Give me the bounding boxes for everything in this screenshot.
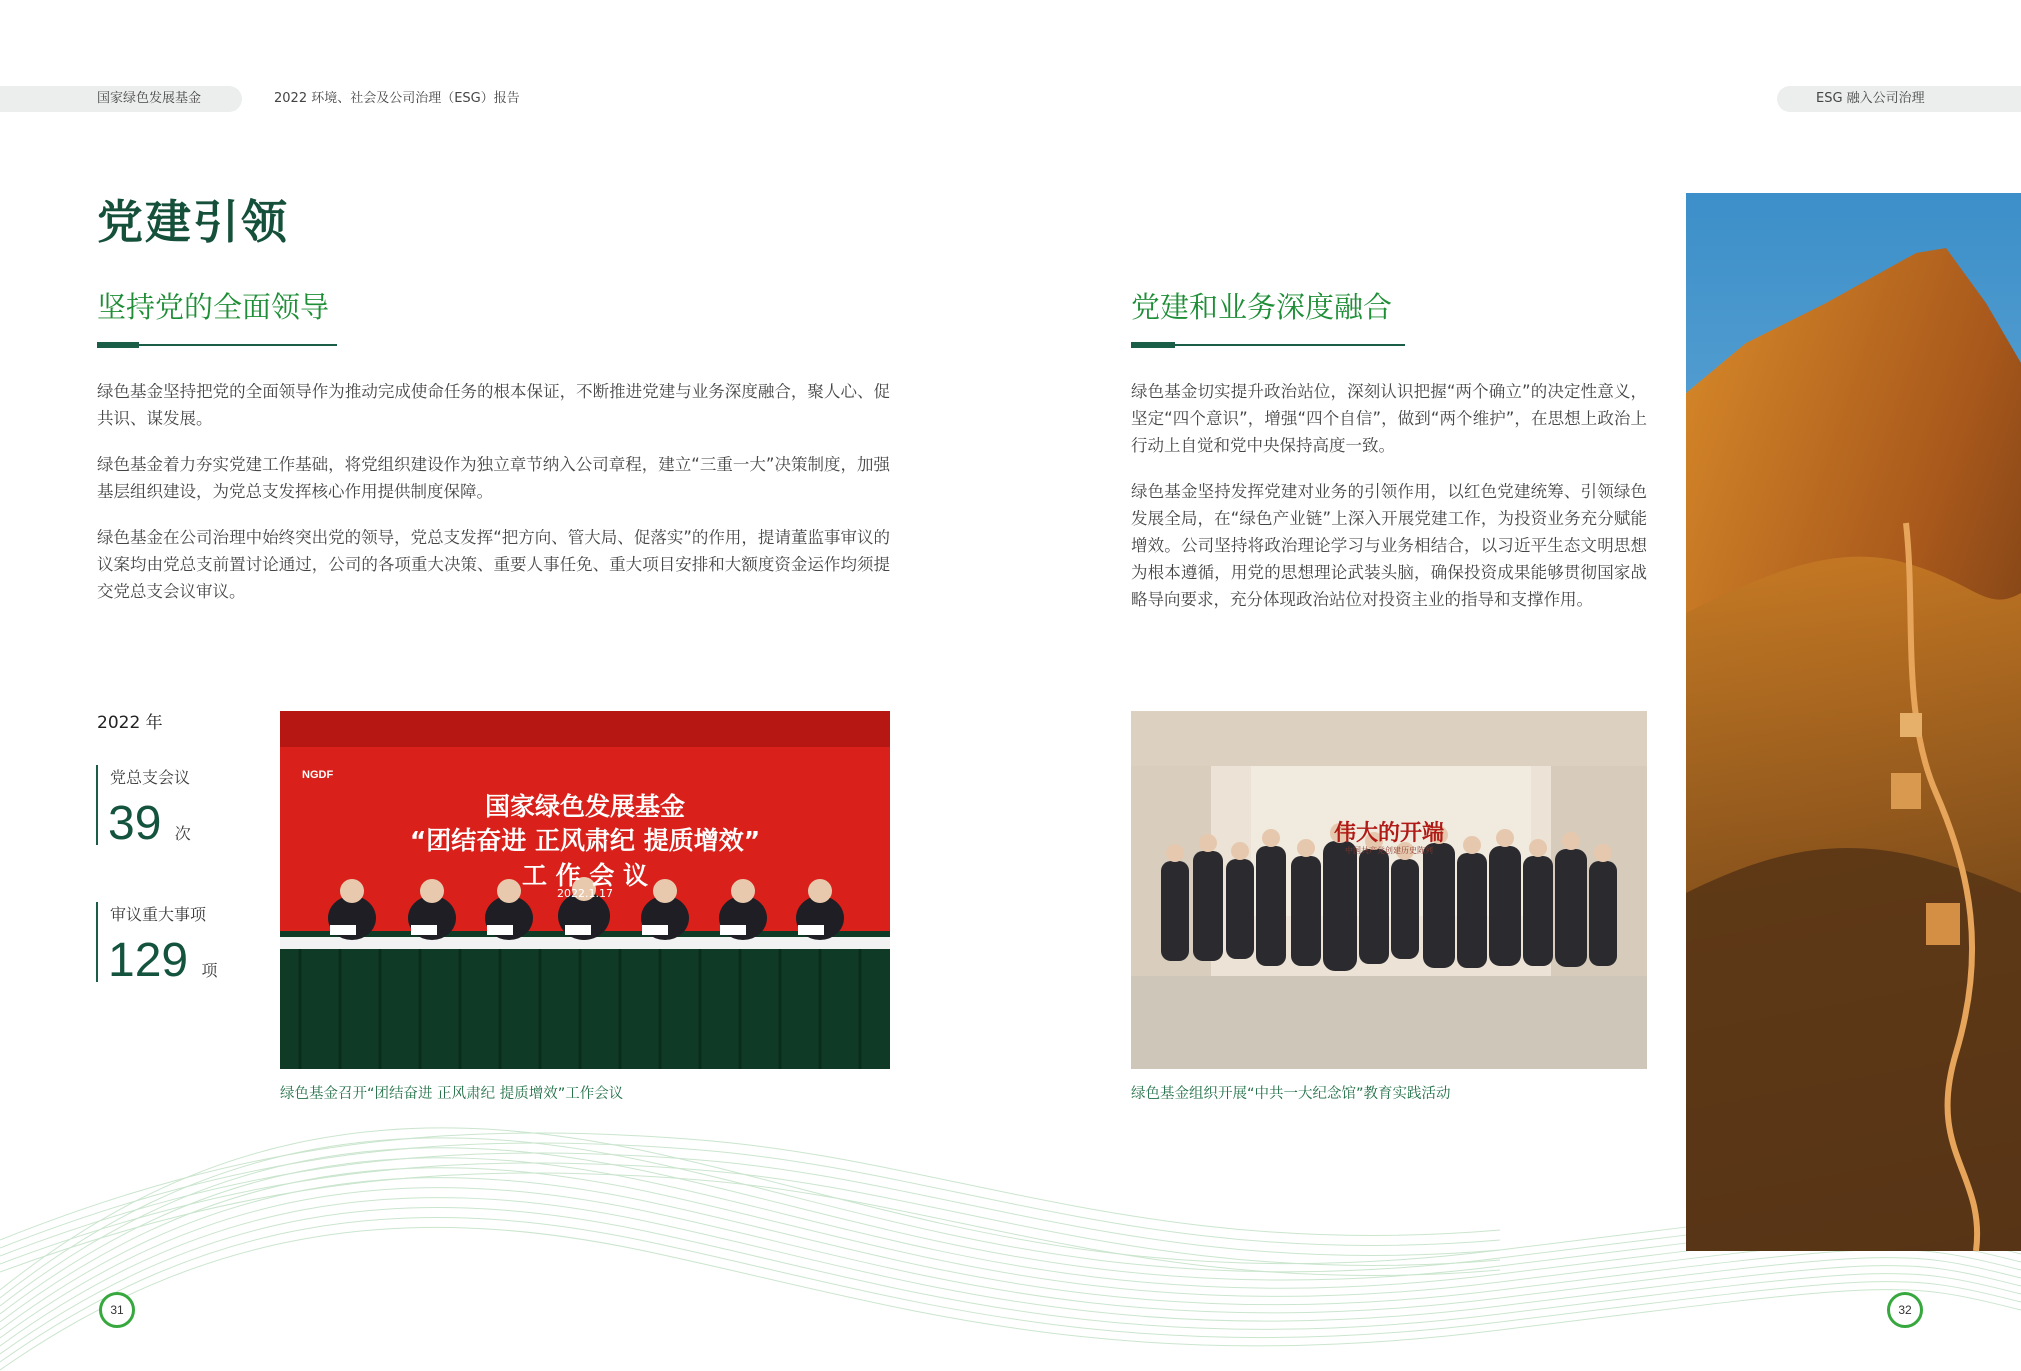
meeting-photo [280,711,890,1069]
page-number-left: 31 [99,1292,135,1328]
museum-photo-caption: 绿色基金组织开展“中共一大纪念馆”教育实践活动 [1131,1086,1451,1102]
right-paragraph-2: 绿色基金坚持发挥党建对业务的引领作用，以红色党建统筹、引领绿色发展全局，在“绿色产业链”上深入开展党建工作，为投资业务充分赋能增效。公司坚持将政治理论学习与业务相结合，以习近平生态文明思想为根本遵循，用党的思想理论武装头脑，确保投资成果能够贯彻国家战略导向要求，充分体现政治站位对投资主业的指导和支撑作用。 [1131,482,1647,609]
great-wall-photo [1686,193,2021,1251]
meeting-photo-caption: 绿色基金召开“团结奋进 正风肃纪 提质增效”工作会议 [280,1086,624,1102]
section-title-left: 坚持党的全面领导 [97,290,330,324]
section-rule-accent-right [1131,342,1175,348]
museum-photo-scene [1131,711,1647,1069]
left-paragraph-2: 绿色基金着力夯实党建工作基础，将党组织建设作为独立章节纳入公司章程，建立“三重一大”决策制度，加强基层组织建设，为党总支发挥核心作用提供制度保障。 [97,455,890,501]
right-paragraph-1: 绿色基金切实提升政治站位，深刻认识把握“两个确立”的决定性意义，坚定“四个意识”，增强“四个自信”，做到“两个维护”，在思想上政治上行动上自觉和党中央保持高度一致。 [1131,382,1647,455]
stat-number-meetings: 39 [108,797,162,850]
stat-unit-meetings: 次 [174,826,191,843]
banner-line-3: 工 作 会 议 [521,861,649,890]
right-text-block [1131,378,1647,613]
stat-value-meetings [108,796,191,851]
stat-label-matters: 审议重大事项 [110,905,207,924]
page-title: 党建引领 [97,195,289,249]
header-org-name: 国家绿色发展基金 [97,91,202,106]
banner-date: 2022.1.17 [557,887,613,900]
header-report-title: 2022 环境、社会及公司治理（ESG）报告 [274,91,520,106]
museum-wall-title: 伟大的开端 [1333,820,1444,846]
great-wall-scene [1686,193,2021,1251]
left-paragraph-3: 绿色基金在公司治理中始终突出党的领导，党总支发挥“把方向、管大局、促落实”的作用，提请董监事审议的议案均由党总支前置讨论通过，公司的各项重大决策、重要人事任免、重大项目安排和大额度资金运作均须提交党总支会议审议。 [97,528,890,601]
banner-line-1: 国家绿色发展基金 [484,792,685,821]
stat-label-meetings: 党总支会议 [110,768,191,787]
section-rule-accent-left [97,342,139,348]
left-text-block [97,378,890,605]
left-paragraph-1: 绿色基金坚持把党的全面领导作为推动完成使命任务的根本保证，不断推进党建与业务深度融合，聚人心、促共识、谋发展。 [97,382,890,428]
ngdf-logo: NGDF [302,769,334,781]
museum-wall-subtitle: 中国共产党创建历史陈列 [1345,846,1433,855]
stat-bar-1 [96,765,98,845]
banner-line-2: “团结奋进 正风肃纪 提质增效” [409,826,761,855]
museum-photo [1131,711,1647,1069]
page-number-right: 32 [1887,1292,1923,1328]
header-section-name: ESG 融入公司治理 [1816,91,1925,106]
stat-number-matters: 129 [108,934,189,987]
stats-year-label: 2022 年 [97,713,163,733]
stat-value-matters [108,933,217,988]
stat-bar-2 [96,902,98,982]
stat-unit-matters: 项 [201,963,218,980]
section-title-right: 党建和业务深度融合 [1131,290,1393,324]
